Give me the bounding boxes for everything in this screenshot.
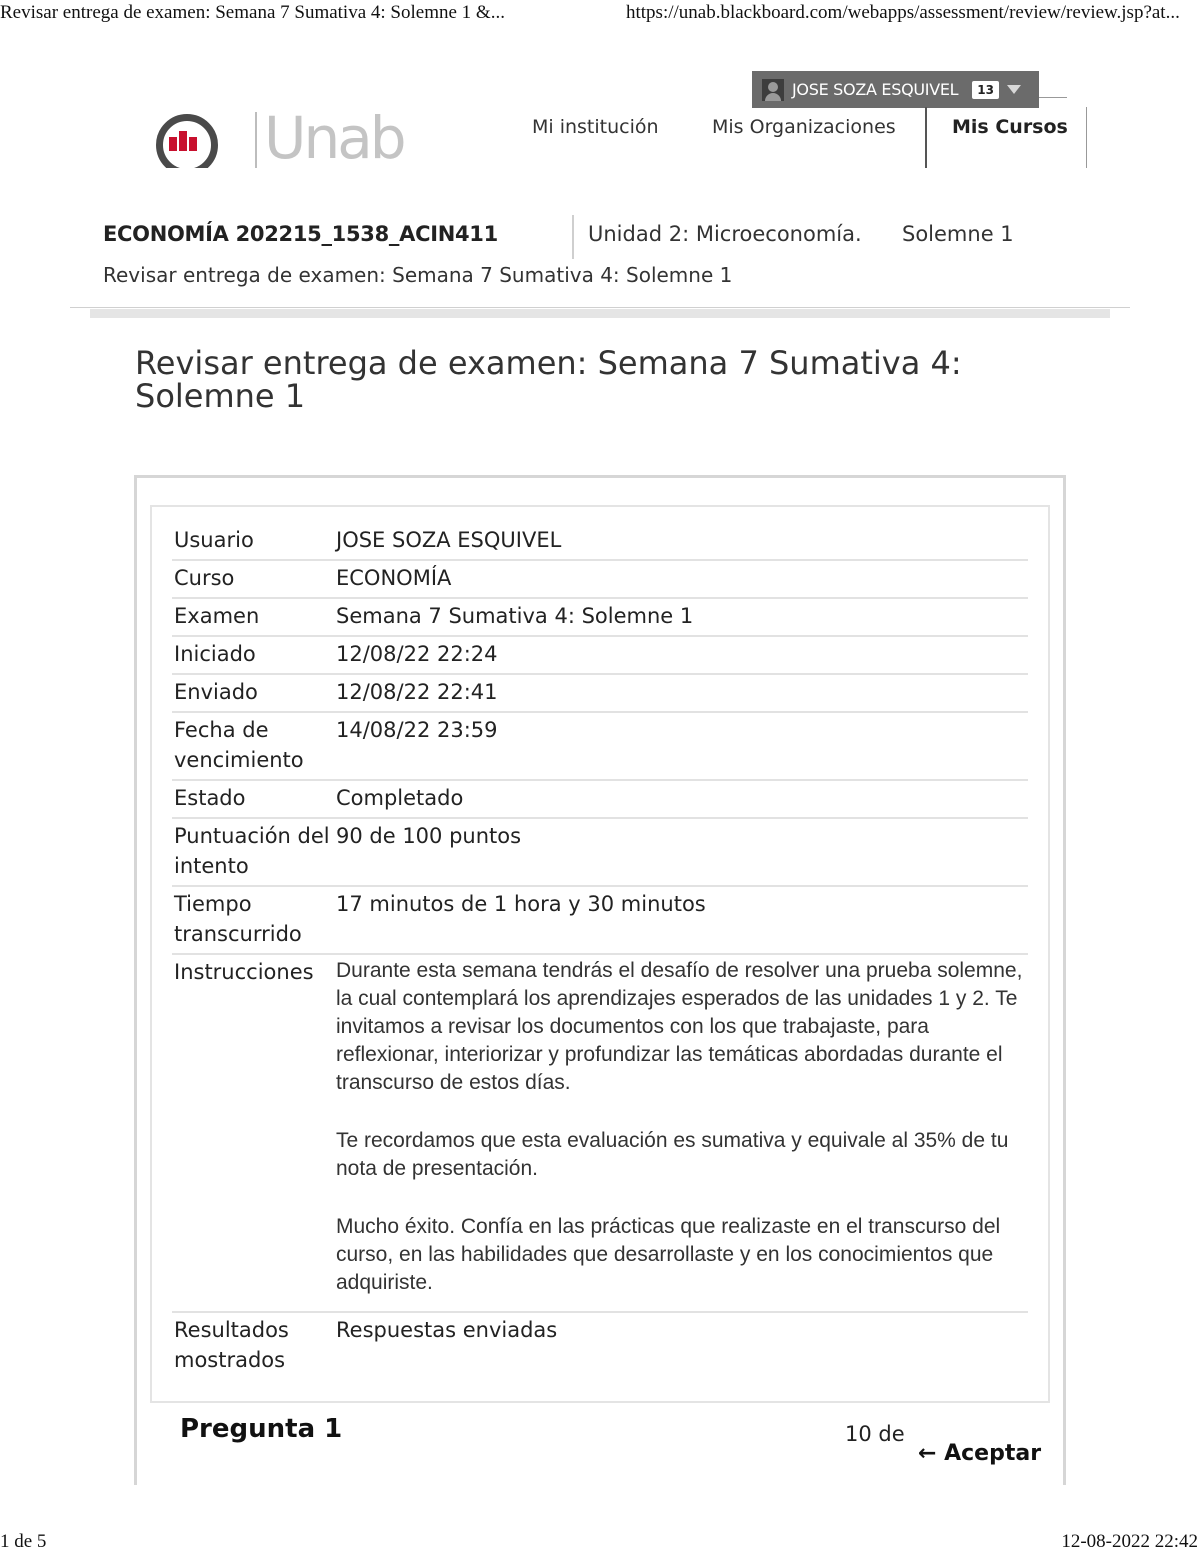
instructions-paragraph: Durante esta semana tendrás el desafío de resolver una prueba solemne, la cual contemplará los aprendizajes esperados de las unidades 1 y 2. Te invitamos a revisar los documentos con los que trabajaste, para reflexionar, interiorizar y profundizar las temáticas abordadas durante el transcurso de estos días. [336, 959, 1023, 1094]
table-row [172, 636, 1028, 674]
notification-badge[interactable]: 13 [972, 81, 999, 99]
breadcrumb-bar [90, 309, 1110, 318]
label-usuario: Usuario [174, 528, 254, 552]
logo-bar [169, 137, 177, 151]
logo-separator [255, 112, 257, 168]
logo-bar [189, 137, 197, 151]
label-instrucciones: Instrucciones [174, 960, 314, 984]
label-examen: Examen [174, 604, 260, 628]
nav-mis-organizaciones[interactable]: Mis Organizaciones [712, 116, 896, 138]
print-header-title: Revisar entrega de examen: Semana 7 Sumativa 4: Solemne 1 &... [0, 2, 505, 23]
value-usuario: JOSE SOZA ESQUIVEL [336, 528, 562, 552]
table-row [172, 886, 1028, 954]
value-puntuacion: 90 de 100 puntos [336, 824, 522, 848]
user-avatar-icon [762, 79, 784, 101]
value-instrucciones [334, 954, 1028, 1312]
label-tiempo: Tiempo transcurrido [174, 892, 302, 946]
breadcrumb-unit[interactable]: Unidad 2: Microeconomía. [588, 222, 862, 246]
label-resultados: Resultados mostrados [174, 1318, 289, 1372]
value-resultados: Respuestas enviadas [336, 1318, 558, 1342]
page-title: Revisar entrega de examen: Semana 7 Sumativa 4: Solemne 1 [135, 344, 962, 415]
breadcrumb-rule [70, 307, 1130, 308]
label-estado: Estado [174, 786, 246, 810]
label-vencimiento: Fecha de vencimiento [174, 718, 304, 772]
print-footer-page: 1 de 5 [0, 1531, 47, 1552]
logo-text[interactable]: Unab [264, 104, 404, 172]
label-enviado: Enviado [174, 680, 258, 704]
attempt-details-table [172, 523, 1028, 1379]
label-puntuacion: Puntuación del intento [174, 824, 330, 878]
table-row [172, 560, 1028, 598]
label-iniciado: Iniciado [174, 642, 256, 666]
user-menu[interactable] [752, 71, 1039, 108]
value-enviado: 12/08/22 22:41 [336, 680, 498, 704]
nav-mis-cursos-label: Mis Cursos [952, 116, 1068, 138]
table-row [172, 1312, 1028, 1379]
nav-mi-institucion[interactable]: Mi institución [532, 116, 659, 138]
table-row [172, 818, 1028, 886]
table-row [172, 598, 1028, 636]
unab-logo-icon[interactable] [156, 114, 218, 168]
accept-button[interactable]: ← Aceptar [918, 1441, 1042, 1466]
table-row [172, 523, 1028, 560]
value-curso: ECONOMÍA [336, 566, 452, 590]
label-curso: Curso [174, 566, 235, 590]
logo-bar [179, 131, 187, 151]
value-tiempo: 17 minutos de 1 hora y 30 minutos [336, 892, 706, 916]
breadcrumb-current: Revisar entrega de examen: Semana 7 Sumativa 4: Solemne 1 [103, 263, 733, 287]
value-estado: Completado [336, 786, 464, 810]
instructions-paragraph: Mucho éxito. Confía en las prácticas que realizaste en el transcurso del curso, en las habilidades que desarrollaste y en los conocimientos que adquiriste. [336, 1215, 1001, 1294]
print-header-url: https://unab.blackboard.com/webapps/assessment/review/review.jsp?at... [626, 2, 1180, 23]
question-score: 10 de [845, 1422, 905, 1446]
table-row [172, 780, 1028, 818]
breadcrumb-course[interactable]: ECONOMÍA 202215_1538_ACIN411 [103, 222, 498, 246]
table-row [172, 954, 1028, 1312]
instructions-paragraph: Te recordamos que esta evaluación es sumativa y equivale al 35% de tu nota de presentación. [336, 1129, 1009, 1180]
breadcrumb-folder[interactable]: Solemne 1 [902, 222, 1014, 246]
user-name: JOSE SOZA ESQUIVEL [792, 80, 959, 99]
table-row [172, 712, 1028, 780]
question-title: Pregunta 1 [180, 1414, 343, 1444]
chevron-down-icon[interactable] [1007, 85, 1021, 94]
table-row [172, 674, 1028, 712]
divider [1039, 97, 1067, 98]
value-vencimiento: 14/08/22 23:59 [336, 718, 498, 742]
breadcrumb-separator [572, 215, 574, 259]
value-examen: Semana 7 Sumativa 4: Solemne 1 [336, 604, 694, 628]
value-iniciado: 12/08/22 22:24 [336, 642, 498, 666]
print-footer-datetime: 12-08-2022 22:42 [1061, 1531, 1198, 1552]
nav-mis-cursos[interactable] [925, 107, 1087, 168]
